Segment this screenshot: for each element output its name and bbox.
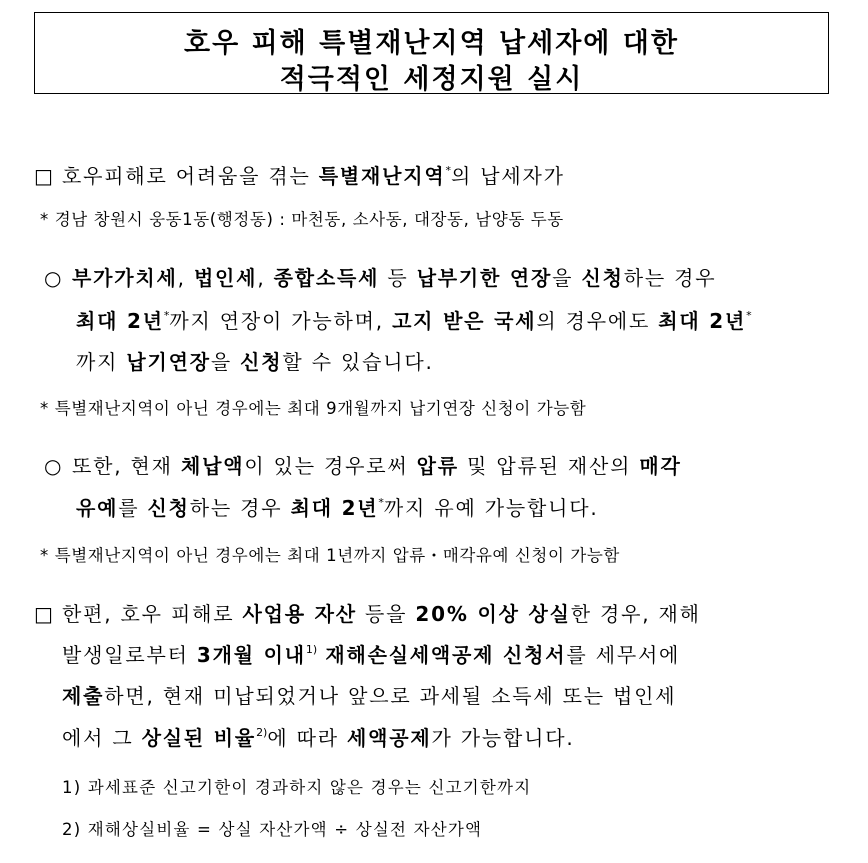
circle-bullet-icon: ○ bbox=[44, 266, 64, 290]
section2-text: 20% 이상 상실 bbox=[415, 602, 571, 626]
section2-text: 재해손실세액공제 신청서 bbox=[325, 643, 567, 667]
item1-text: 까지 bbox=[76, 350, 127, 374]
section2-text: 발생일로부터 bbox=[62, 643, 197, 667]
section2-line-3 bbox=[62, 680, 676, 709]
item1-text: , bbox=[177, 266, 194, 290]
item1-footnote-mark: * bbox=[746, 309, 752, 322]
page-title-line-2: 적극적인 세정지원 실시 bbox=[279, 64, 584, 95]
item2-text: 압류 bbox=[416, 454, 459, 478]
item2-note: * 특별재난지역이 아닌 경우에는 최대 1년까지 압류・매각유예 신청이 가능함 bbox=[40, 546, 620, 565]
section2-line-2 bbox=[62, 639, 680, 668]
section1-note: * 경남 창원시 웅동1동(행정동) : 마천동, 소사동, 대장동, 남양동 두동 bbox=[40, 210, 564, 229]
item1-text: 종합소득세 bbox=[273, 266, 380, 290]
item2-line-1 bbox=[44, 450, 682, 479]
item1-text: , bbox=[257, 266, 274, 290]
item1-text: 의 경우에도 bbox=[536, 309, 659, 333]
item1-note: * 특별재난지역이 아닌 경우에는 최대 9개월까지 납기연장 신청이 가능함 bbox=[40, 399, 587, 418]
section2-line-1 bbox=[34, 598, 701, 627]
item1-line-2 bbox=[76, 305, 752, 334]
item2-text: 최대 2년 bbox=[290, 496, 379, 520]
item2-text: 까지 유예 가능합니다. bbox=[383, 496, 599, 520]
section2-text: 에서 그 bbox=[62, 726, 142, 750]
item1-text: 납부기한 연장 bbox=[416, 266, 553, 290]
section2-footnote-mark: 2) bbox=[256, 726, 268, 739]
item2-text: 매각 bbox=[639, 454, 682, 478]
item1-text: 부가가치세 bbox=[72, 266, 178, 290]
item2-text: 를 bbox=[118, 496, 148, 520]
section2-footnote-mark: 1) bbox=[305, 643, 318, 656]
section1-heading bbox=[34, 160, 565, 189]
section2-text: 가 가능합니다. bbox=[431, 726, 575, 750]
section2-text: 에 따라 bbox=[267, 726, 348, 750]
item1-line-1 bbox=[44, 262, 716, 291]
section2-text: 세액공제 bbox=[347, 726, 432, 750]
title-box bbox=[34, 12, 829, 94]
item2-text: 또한, 현재 bbox=[72, 454, 181, 478]
item1-text: 하는 경우 bbox=[623, 266, 717, 290]
square-bullet-icon: □ bbox=[34, 164, 55, 188]
section2-text: 를 세무서에 bbox=[566, 643, 681, 667]
item1-text: 을 bbox=[552, 266, 582, 290]
item1-text: 최대 2년 bbox=[658, 309, 747, 333]
item1-text: 까지 연장이 가능하며, bbox=[169, 309, 393, 333]
item2-text: 유예 bbox=[76, 496, 119, 520]
item2-footnote-mark: * bbox=[378, 496, 384, 509]
item1-footnote-mark: * bbox=[163, 309, 170, 322]
section1-footnote-mark: * bbox=[445, 164, 452, 177]
circle-bullet-icon: ○ bbox=[44, 454, 64, 478]
item1-text: 할 수 있습니다. bbox=[282, 350, 434, 374]
item1-text: 을 bbox=[210, 350, 241, 374]
item2-line-2 bbox=[76, 492, 598, 521]
section2-text: 3개월 이내 bbox=[196, 643, 306, 667]
item1-text: 최대 2년 bbox=[76, 309, 164, 333]
item1-text: 신청 bbox=[581, 266, 624, 290]
section2-text: 제출 bbox=[62, 684, 105, 708]
page-title-line-1: 호우 피해 특별재난지역 납세자에 대한 bbox=[184, 28, 679, 59]
item1-line-3 bbox=[76, 346, 434, 375]
section2-text: 등을 bbox=[356, 602, 416, 626]
item1-text: 고지 받은 국세 bbox=[392, 309, 537, 333]
section1-text-c: 의 납세자가 bbox=[451, 164, 565, 188]
footnote-1: 1) 과세표준 신고기한이 경과하지 않은 경우는 신고기한까지 bbox=[62, 778, 532, 797]
item1-text: 납기연장 bbox=[126, 350, 211, 374]
section2-text: 한편, 호우 피해로 bbox=[62, 602, 243, 626]
section2-text: 사업용 자산 bbox=[242, 602, 357, 626]
footnote-2: 2) 재해상실비율 = 상실 자산가액 ÷ 상실전 자산가액 bbox=[62, 820, 483, 839]
item2-text: 체납액 bbox=[180, 454, 245, 478]
item2-text: 및 압류된 재산의 bbox=[458, 454, 640, 478]
square-bullet-icon: □ bbox=[34, 602, 55, 626]
item1-text: 신청 bbox=[240, 350, 283, 374]
item2-text: 이 있는 경우로써 bbox=[244, 454, 417, 478]
section1-text-b: 특별재난지역 bbox=[318, 164, 446, 188]
item1-text: 등 bbox=[379, 266, 417, 290]
section2-text: 한 경우, 재해 bbox=[570, 602, 701, 626]
section2-line-4 bbox=[62, 722, 575, 751]
section2-text: 하면, 현재 미납되었거나 앞으로 과세될 소득세 또는 법인세 bbox=[104, 684, 677, 708]
item2-text: 신청 bbox=[147, 496, 190, 520]
item2-text: 하는 경우 bbox=[189, 496, 291, 520]
item1-text: 법인세 bbox=[193, 266, 258, 290]
section1-text-a: 호우피해로 어려움을 겪는 bbox=[62, 164, 319, 188]
section2-text: 상실된 비율 bbox=[141, 726, 257, 750]
